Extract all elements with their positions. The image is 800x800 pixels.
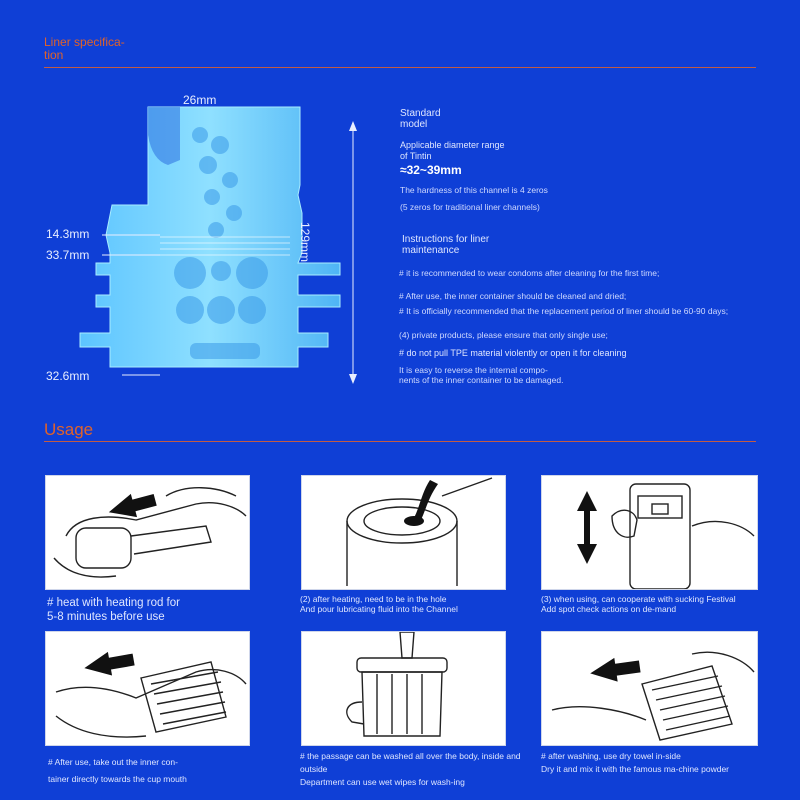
spec-title-line1: Liner specifica-: [44, 35, 125, 49]
maintenance-item-4: (4) private products, please ensure that only single use;: [399, 330, 608, 340]
maintenance-title: Instructions for liner maintenance: [402, 234, 490, 256]
hardness-subnote: (5 zeros for traditional liner channels): [400, 202, 540, 212]
usage-card-1: [45, 475, 250, 590]
divider-usage: [44, 441, 756, 442]
step4-illustration: [46, 632, 249, 745]
usage-step-5-text: # the passage can be washed all over the body, inside and outside Department can use wet wipes for wash-ing: [300, 751, 521, 787]
maintenance-item-3: # It is officially recommended that the replacement period of liner should be 60-90 days;: [399, 306, 729, 316]
step3-illustration: [542, 476, 757, 589]
usage-card-3: [541, 475, 758, 590]
hardness-note: The hardness of this channel is 4 zeros: [400, 185, 548, 195]
dim-d1: 14.3mm: [46, 227, 90, 241]
step5-illustration: [302, 632, 505, 745]
usage-step-2-text: (2) after heating, need to be in the hole And pour lubricating fluid into the Channel: [300, 594, 458, 614]
dim-height: 129mm: [298, 222, 312, 263]
usage-card-4: [45, 631, 250, 746]
usage-step-4-text: # After use, take out the inner con- tainer directly towards the cup mouth: [48, 757, 187, 784]
usage-card-2: [301, 475, 506, 590]
maintenance-item-1: # it is recommended to wear condoms after cleaning for the first time;: [399, 268, 660, 278]
dim-d3: 32.6mm: [46, 369, 90, 383]
usage-card-6: [541, 631, 758, 746]
range-label: Applicable diameter range of Tintin: [400, 140, 505, 161]
step1-illustration: [46, 476, 249, 589]
usage-step-1-text: # heat with heating rod for 5-8 minutes before use: [47, 597, 180, 623]
dim-d2: 33.7mm: [46, 248, 90, 262]
range-value: ≈32~39mm: [400, 163, 462, 177]
step6-illustration: [542, 632, 757, 745]
section-title-usage: Usage: [44, 420, 94, 439]
standard-model-label: Standard model: [400, 108, 441, 130]
maintenance-item-5: # do not pull TPE material violently or open it for cleaning: [399, 348, 627, 358]
dim-top-width: 26mm: [183, 93, 217, 107]
maintenance-item-2: # After use, the inner container should be cleaned and dried;: [399, 291, 627, 301]
maintenance-item-6: It is easy to reverse the internal compo- nents of the inner container to be damaged.: [399, 365, 564, 385]
step2-illustration: [302, 476, 505, 589]
section-title-spec: [44, 36, 184, 62]
spec-title-line2: tion: [44, 48, 64, 62]
divider-top: [44, 67, 756, 68]
usage-step-6-text: # after washing, use dry towel in-side Dry it and mix it with the famous ma-chine powder: [541, 751, 730, 774]
usage-card-5: [301, 631, 506, 746]
usage-step-3-text: (3) when using, can cooperate with sucking Festival Add spot check actions on de-mand: [541, 594, 736, 614]
liner-diagram: [40, 85, 380, 395]
